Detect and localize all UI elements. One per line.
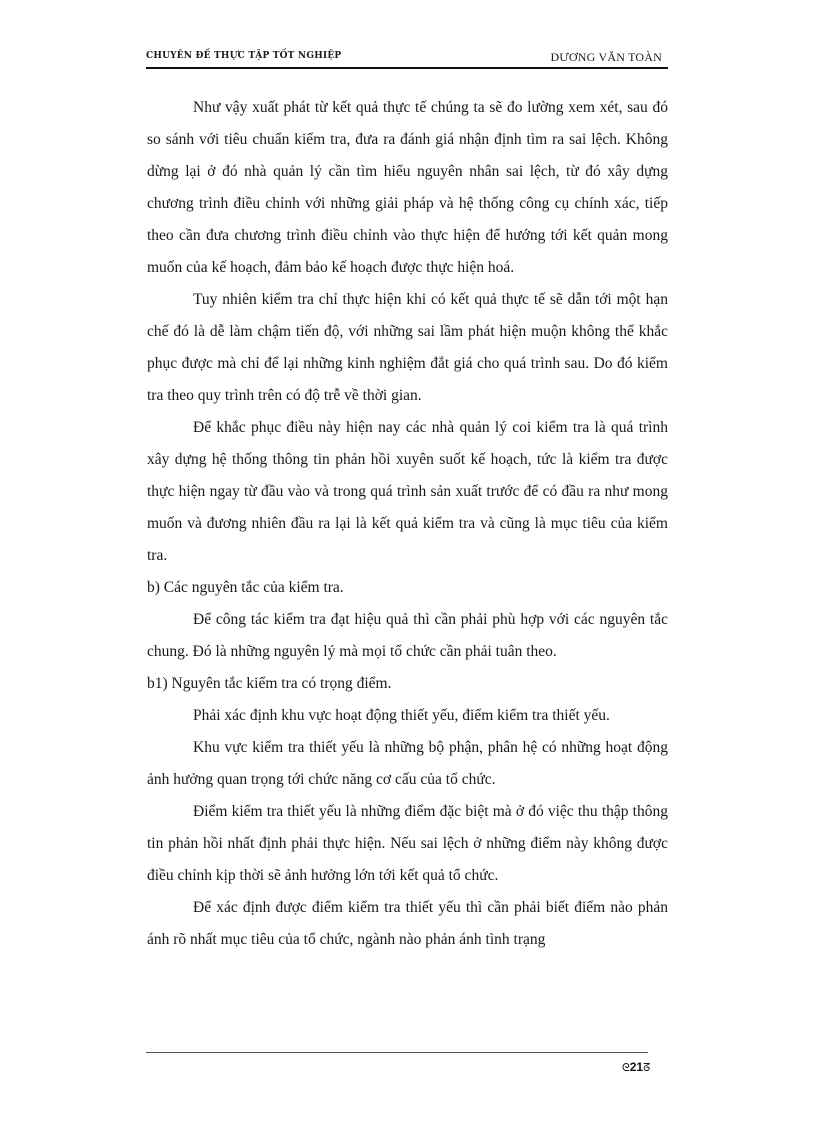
header-author: DƯƠNG VĂN TOÀN (550, 50, 662, 64)
section-heading: b) Các nguyên tắc của kiểm tra. (147, 579, 344, 596)
ornament-left-icon: ᘓ (622, 1061, 630, 1074)
paragraph: Tuy nhiên kiểm tra chỉ thực hiện khi có kết quả thực tế sẽ dẫn tới một hạn chế đó là dễ làm chậm tiến độ, với những sai lầm phát hiện muộn không thể khắc phục được mà chỉ để lại những kinh nghiệm đắt giá cho quá trình sau. Do đó kiểm tra theo quy trình trên có độ trễ về thời gian. (147, 291, 668, 404)
subsection-heading: b1) Nguyên tắc kiểm tra có trọng điểm. (147, 675, 392, 692)
paragraph: Để công tác kiểm tra đạt hiệu quả thì cần phải phù hợp với các nguyên tắc chung. Đó là những nguyên lý mà mọi tổ chức cần phải tuân theo. (147, 611, 668, 660)
paragraph: Khu vực kiểm tra thiết yếu là những bộ phận, phân hệ có những hoạt động ảnh hưởng quan trọng tới chức năng cơ cấu của tổ chức. (147, 739, 668, 788)
paragraph: Phải xác định khu vực hoạt động thiết yếu, điểm kiểm tra thiết yếu. (193, 707, 610, 724)
ornament-right-icon: ᘔ (643, 1061, 651, 1074)
header-rule (146, 67, 668, 69)
page-number (622, 1060, 650, 1075)
header-title: CHUYÊN ĐỀ THỰC TẬP TỐT NGHIỆP (146, 51, 342, 61)
paragraph: Điểm kiểm tra thiết yếu là những điểm đặc biệt mà ở đó việc thu thập thông tin phản hồi nhất định phải thực hiện. Nếu sai lệch ở những điểm này không được điều chỉnh kịp thời sẽ ảnh hưởng lớn tới kết quả tổ chức. (147, 803, 668, 884)
paragraph: Để xác định được điểm kiểm tra thiết yếu thì cần phải biết điểm nào phản ánh rõ nhất mục tiêu của tổ chức, ngành nào phản ánh tình trạng (147, 899, 668, 948)
footer-rule (146, 1052, 648, 1053)
paragraph: Như vậy xuất phát từ kết quả thực tế chúng ta sẽ đo lường xem xét, sau đó so sánh với tiêu chuẩn kiểm tra, đưa ra đánh giá nhận định tìm ra sai lệch. Không dừng lại ở đó nhà quản lý cần tìm hiểu nguyên nhân sai lệch, từ đó xây dựng chương trình điều chỉnh với những giải pháp và hệ thống công cụ chính xác, tiếp theo cần đưa chương trình điều chỉnh vào thực hiện để hướng tới kết quản mong muốn của kế hoạch, đảm bảo kế hoạch được thực hiện hoá. (147, 99, 668, 276)
body-text (147, 92, 668, 956)
running-header (146, 50, 668, 68)
page-number-value: 21 (629, 1060, 644, 1074)
paragraph: Để khắc phục điều này hiện nay các nhà quản lý coi kiểm tra là quá trình xây dựng hệ thống thông tin phản hồi xuyên suốt kế hoạch, tức là kiểm tra được thực hiện ngay từ đầu vào và trong quá trình sản xuất trước để có đầu ra như mong muốn và đương nhiên đầu ra lại là kết quả kiểm tra và cũng là mục tiêu của kiểm tra. (147, 419, 668, 564)
